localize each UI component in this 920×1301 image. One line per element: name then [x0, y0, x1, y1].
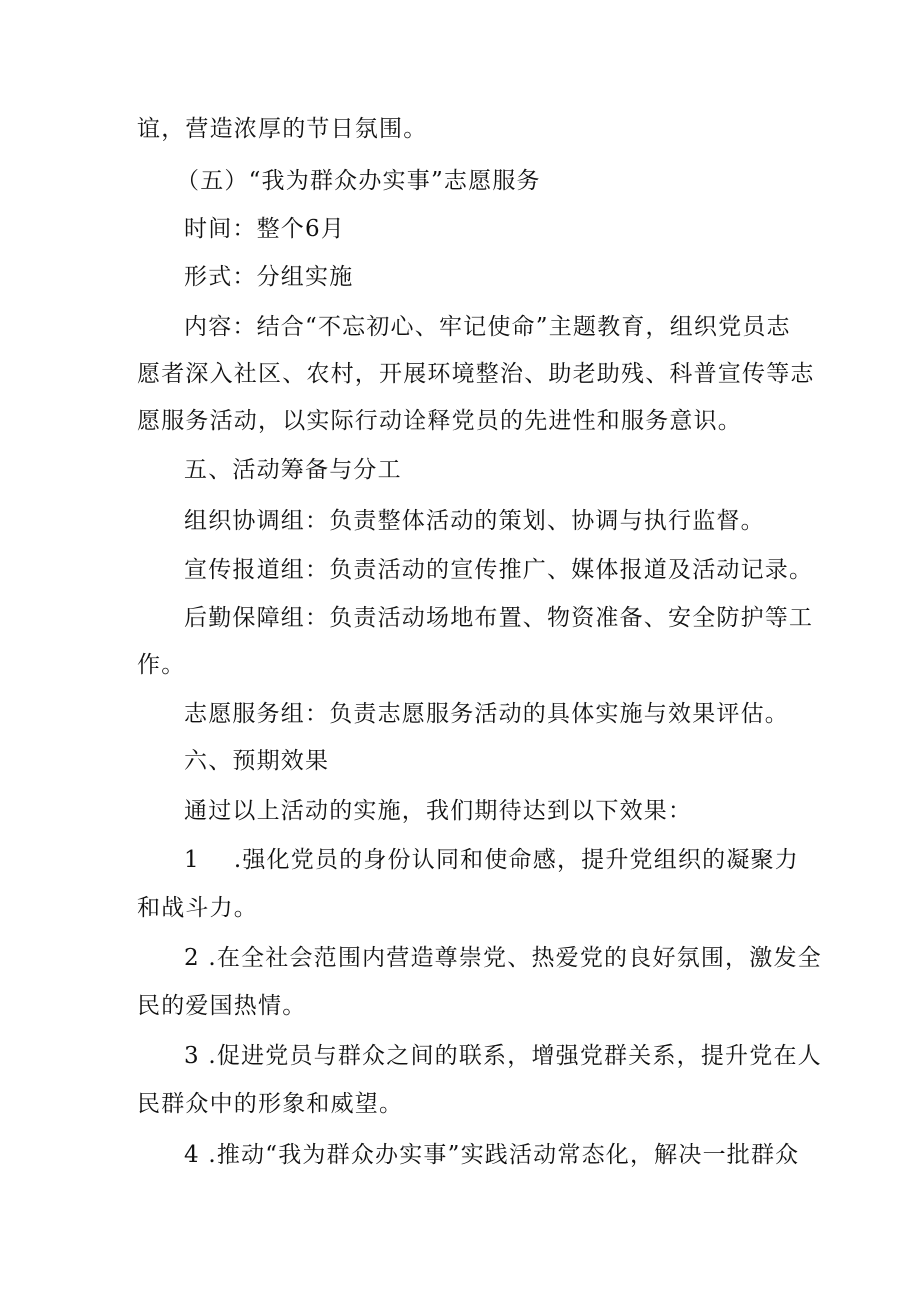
- paragraph-line: 谊，营造浓厚的节日氛围。: [137, 116, 428, 142]
- group-line: 作。: [137, 652, 186, 678]
- list-item-1: [184, 845, 799, 875]
- list-item-continuation: 和战斗力。: [137, 895, 258, 921]
- section-heading-effects: 六、预期效果: [184, 748, 330, 774]
- list-item-continuation: 民的爱国热情。: [137, 993, 307, 1019]
- list-text: .强化党员的身份认同和使命感，提升党组织的凝聚力: [233, 847, 799, 873]
- list-item-2: 2 .在全社会范围内营造尊崇党、热爱党的良好氛围，激发全: [184, 945, 822, 971]
- group-line: 组织协调组：负责整体活动的策划、协调与执行监督。: [184, 508, 765, 534]
- section-heading-5: （五）“我为群众办实事”志愿服务: [176, 168, 541, 194]
- section-heading-preparation: 五、活动筹备与分工: [184, 457, 402, 483]
- group-line: 后勤保障组：负责活动场地布置、物资准备、安全防护等工: [184, 605, 814, 631]
- paragraph-line: 通过以上活动的实施，我们期待达到以下效果：: [184, 798, 693, 824]
- form-line: 形式：分组实施: [184, 264, 354, 290]
- time-line: 时间：整个6月: [184, 216, 346, 242]
- list-number: 1: [184, 847, 200, 873]
- list-item-4: 4 .推动“我为群众办实事”实践活动常态化，解决一批群众: [184, 1142, 800, 1168]
- content-line: 愿服务活动，以实际行动诠释党员的先进性和服务意识。: [137, 408, 742, 434]
- group-line: 志愿服务组：负责志愿服务活动的具体实施与效果评估。: [184, 701, 789, 727]
- content-line: 内容：结合“不忘初心、牢记使命”主题教育，组织党员志: [184, 314, 791, 340]
- group-line: 宣传报道组：负责活动的宣传推广、媒体报道及活动记录。: [184, 557, 814, 583]
- list-item-continuation: 民群众中的形象和威望。: [137, 1091, 404, 1117]
- list-item-3: 3 .促进党员与群众之间的联系，增强党群关系，提升党在人: [184, 1043, 822, 1069]
- content-line: 愿者深入社区、农村，开展环境整治、助老助残、科普宣传等志: [137, 361, 815, 387]
